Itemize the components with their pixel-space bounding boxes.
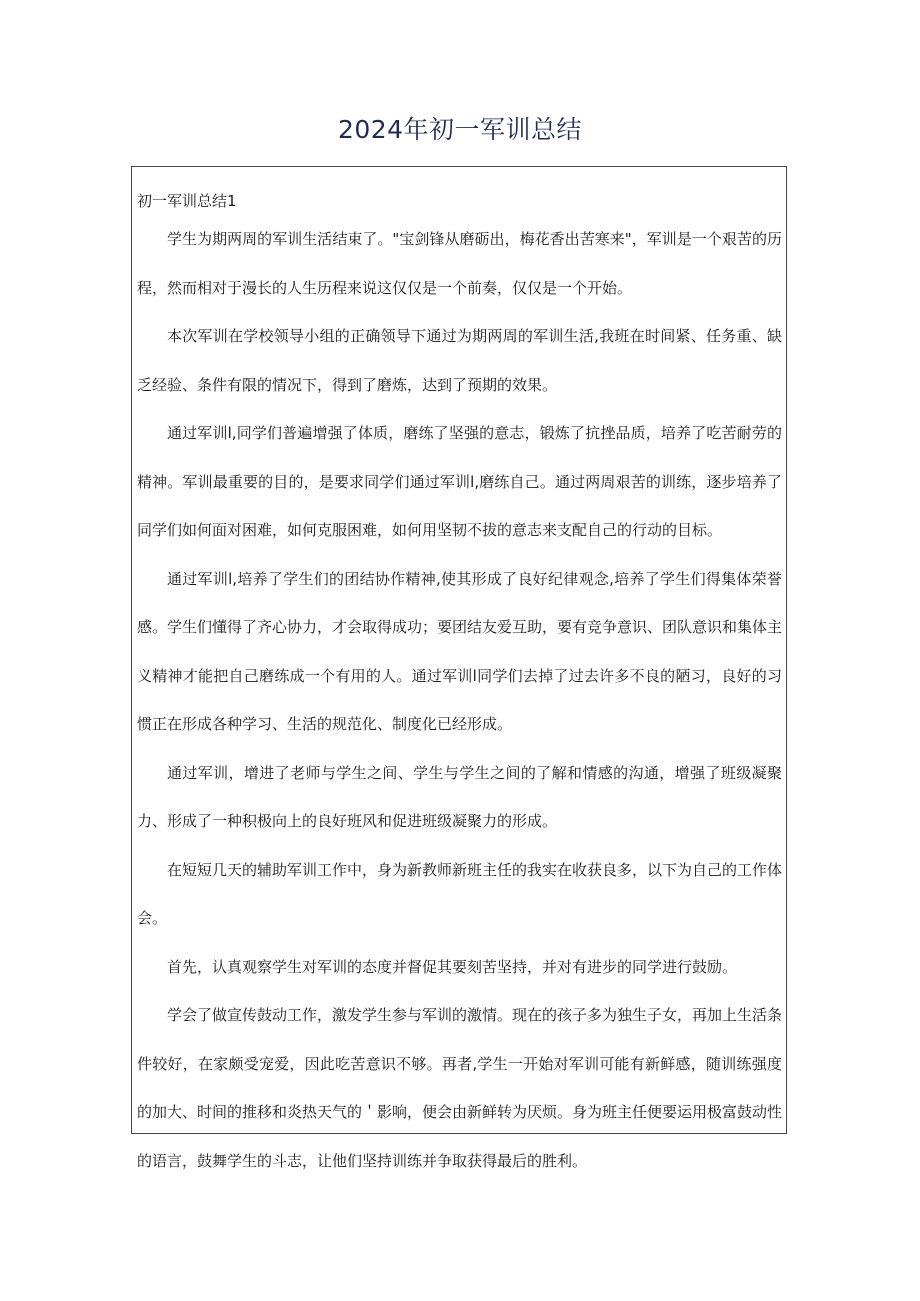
document-content	[137, 187, 782, 1185]
paragraph: 首先，认真观察学生对军训的态度并督促其要刻苦坚持，并对有进步的同学进行鼓励。	[167, 957, 738, 976]
paragraph: 本次军训在学校领导小组的正确领导下通过为期两周的军训生活,我班在时间紧、任务重、缺乏经验、条件有限的情况下，得到了磨炼，达到了预期的效果。	[137, 327, 782, 394]
document-body-frame	[131, 166, 787, 1170]
paragraph: 学会了做宣传鼓动工作，激发学生参与军训的激情。现在的孩子多为独生子女，再加上生活条件较好，在家颇受宠爱，因此吃苦意识不够。再者,学生一开始对军训可能有新鲜感，随训练强度的加大、时间的推移和炎热天气的＇影响，便会由新鲜转为厌烦。身为班主任便要运用极富鼓动性的语言，鼓舞学生的斗志，让他们坚持训练并争取获得最后的胜利。	[137, 1006, 783, 1170]
paragraph: 学生为期两周的军训生活结束了。"宝剑锋从磨砺出，梅花香出苦寒来"，军训是一个艰苦的历程，然而相对于漫长的人生历程来说这仅仅是一个前奏，仅仅是一个开始。	[137, 230, 782, 297]
paragraph: 在短短几天的辅助军训工作中，身为新教师新班主任的我实在收获良多，以下为自己的工作体会。	[137, 860, 783, 927]
paragraph: 通过军训l,培养了学生们的团结协作精神,使其形成了良好纪律观念,培养了学生们得集体荣誉感。学生们懂得了齐心协力，才会取得成功；要团结友爱互助，要有竞争意识、团队意识和集体主义精神才能把自己磨练成一个有用的人。通过军训l同学们去掉了过去许多不良的陋习，良好的习惯正在形成各种学习、生活的规范化、制度化已经形成。	[137, 569, 783, 733]
paragraph: 通过军训，增进了老师与学生之间、学生与学生之间的了解和情感的沟通，增强了班级凝聚力、形成了一种积极向上的良好班风和促进班级凝聚力的形成。	[137, 763, 782, 830]
document-title: 2024年初一军训总结	[337, 115, 583, 144]
section-heading: 初一军训总结1	[137, 192, 237, 210]
paragraph: 通过军训l,同学们普遍增强了体质，磨练了坚强的意志，锻炼了抗挫品质，培养了吃苦耐劳的精神。军训最重要的目的，是要求同学们通过军训l,磨练自己。通过两周艰苦的训练，逐步培养了同学们如何面对困难，如何克服困难，如何用坚韧不拔的意志来支配自己的行动的目标。	[137, 424, 782, 539]
